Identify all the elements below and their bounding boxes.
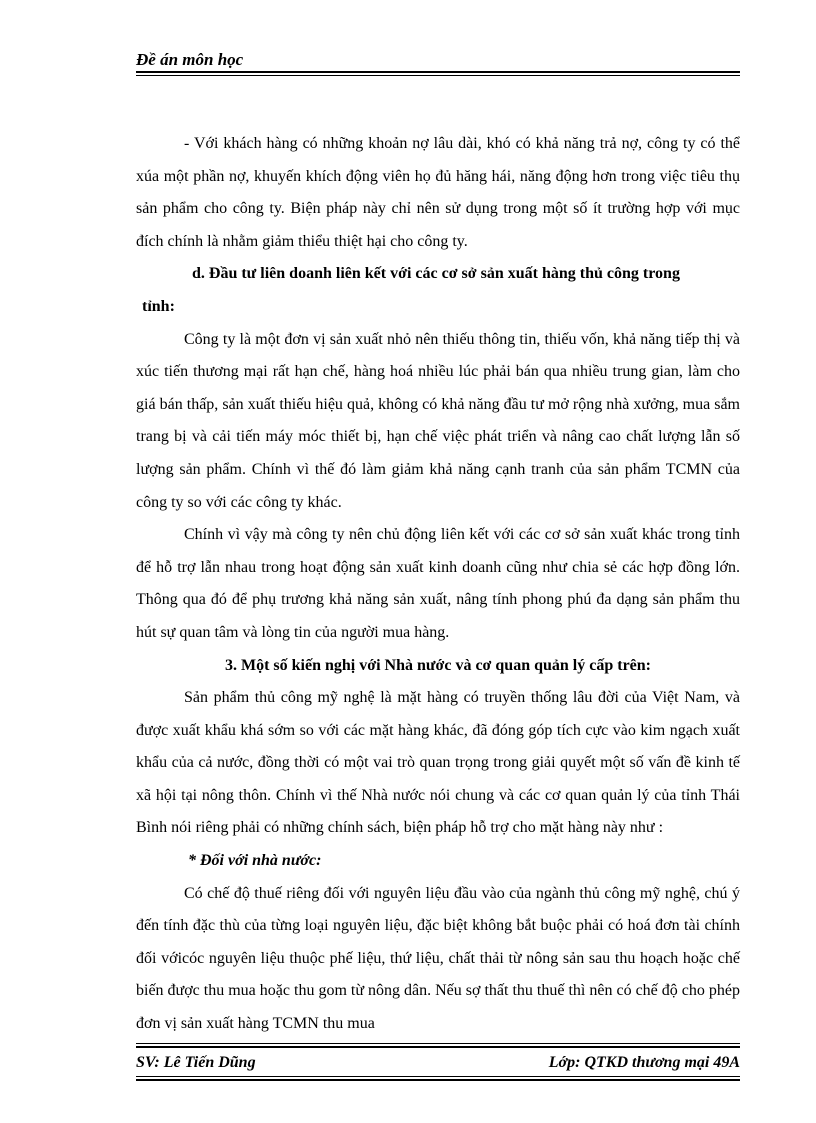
header-title: Đề án môn học xyxy=(136,50,244,69)
heading-3-recommendations: 3. Một số kiến nghị với Nhà nước và cơ quan quản lý cấp trên: xyxy=(224,656,651,674)
footer-rule-thick xyxy=(136,1046,740,1048)
footer-rule-thin xyxy=(136,1043,740,1044)
header-rule-thick xyxy=(136,71,740,73)
footer-bottom-rule-thick xyxy=(136,1079,740,1081)
paragraph-handicraft: Sản phẩm thủ công mỹ nghệ là mặt hàng có truyền thống lâu đời của Việt Nam, và được xuất khẩu khá sớm so với các mặt hàng khác, đã đóng góp tích cực vào kim ngạch xuất khẩu của cả nước, đồng thời có một vai trò quan trọng trong giải quyết một số vấn đề kinh tế xã hội tại nông thôn. Chính vì thế Nhà nước nói chung và các cơ quan quản lý của tỉnh Thái Bình nói riêng phải có những chính sách, biện pháp hỗ trợ cho mặt hàng này như : xyxy=(136,689,740,837)
document-body xyxy=(136,128,740,1041)
paragraph-tax: Có chế độ thuế riêng đối với nguyên liệu đầu vào của ngành thủ công mỹ nghệ, chú ý đến tính đặc thù của từng loại nguyên liệu, đặc biệt không bắt buộc phải có hoá đơn tài chính đối vớicóc nguyên liệu thuộc phế liệu, thứ liệu, chất thải từ nông sản sau thu hoạch hoặc chế biến được thu mua hoặc thu gom từ nông dân. Nếu sợ thất thu thuế thì nên có chế độ cho phép đơn vị sản xuất hàng TCMN thu mua xyxy=(136,884,740,1033)
paragraph-debt: - Với khách hàng có những khoản nợ lâu dài, khó có khả năng trả nợ, công ty có thể xúa một phần nợ, khuyến khích động viên họ đủ hăng hái, năng động hơn trong việc tiêu thụ sản phẩm cho công ty. Biện pháp này chỉ nên sử dụng trong một số ít trường hợp với mục đích chính là nhằm giảm thiểu thiệt hại cho công ty. xyxy=(136,135,740,250)
heading-d-line1: d. Đầu tư liên doanh liên kết với các cơ sở sản xuất hàng thủ công trong xyxy=(192,265,680,283)
footer-student: SV: Lê Tiến Dũng xyxy=(136,1054,256,1071)
footer-bottom-rule-thin xyxy=(136,1076,740,1077)
heading-d-investment xyxy=(136,258,740,323)
footer-class: Lớp: QTKD thương mại 49A xyxy=(548,1054,740,1071)
heading-d-line2: tỉnh: xyxy=(142,297,175,315)
paragraph-company-small: Công ty là một đơn vị sản xuất nhỏ nên thiếu thông tin, thiếu vốn, khả năng tiếp thị và xúc tiến thương mại rất hạn chế, hàng hoá nhiều lúc phải bán qua nhiều trung gian, làm cho giá bán thấp, sản xuất thiếu hiệu quả, không có khả năng đầu tư mở rộng nhà xưởng, mua sắm trang bị và cải tiến máy móc thiết bị, hạn chế việc phát triển và nâng cao chất lượng lẫn số lượng sản phẩm. Chính vì thế đó làm giảm khả năng cạnh tranh của sản phẩm TCMN của công ty so với các công ty khác. xyxy=(136,330,740,511)
paragraph-link-up: Chính vì vậy mà công ty nên chủ động liên kết với các cơ sở sản xuất khác trong tỉnh để hỗ trợ lẫn nhau trong hoạt động sản xuất kinh doanh cũng như chia sẻ các hợp đồng lớn. Thông qua đó để phụ trương khả năng sản xuất, nâng tính phong phú đa dạng sản phẩm thu hút sự quan tâm và lòng tin của người mua hàng. xyxy=(136,526,740,641)
header-rule-thin xyxy=(136,75,740,76)
heading-for-state: * Đối với nhà nước: xyxy=(188,852,322,870)
